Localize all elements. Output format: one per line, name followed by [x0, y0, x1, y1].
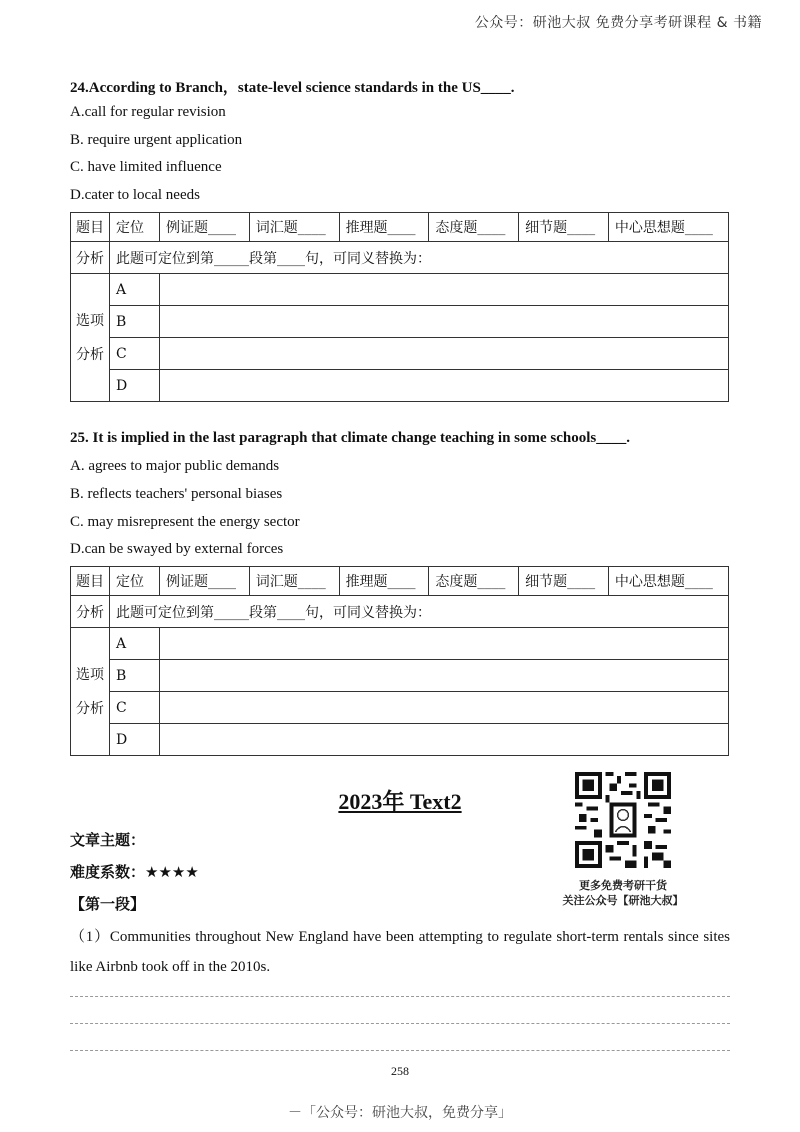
page-number: 258: [391, 1064, 409, 1078]
option-answer-a: [160, 274, 729, 306]
note-line-3: [70, 1050, 730, 1051]
option-label-bottom: 分析: [76, 700, 104, 717]
type-example: 例证题____: [160, 213, 250, 242]
option-answer-c: [160, 338, 729, 370]
type-locate: 定位: [110, 213, 160, 242]
type-inference: 推理题____: [339, 213, 429, 242]
question-24-option-d: D.cater to local needs: [70, 187, 200, 203]
option-letter-a: A: [110, 628, 160, 660]
option-answer-c: [160, 692, 729, 724]
option-letter-a: A: [110, 274, 160, 306]
table-label-bottom: 分析: [71, 242, 110, 274]
type-detail: 细节题____: [519, 567, 609, 596]
question-25-title: 25. It is implied in the last paragraph that climate change teaching in some schools____.: [70, 430, 631, 446]
footer-note: －「公众号：研池大叔，免费分享」: [288, 1105, 512, 1121]
type-main-idea: 中心思想题____: [608, 213, 728, 242]
question-24-option-b: B. require urgent application: [70, 132, 243, 148]
locate-text: 此题可定位到第_____段第____句，可同义替换为：: [110, 242, 729, 274]
type-attitude: 态度题____: [429, 213, 519, 242]
note-line-2: [70, 1023, 730, 1024]
paragraph-1-text: （1）Communities throughout New England have been attempting to regulate short-term rentals since sites like Airbnb took off in the 2010s.: [70, 929, 730, 975]
qr-code-icon: [575, 772, 671, 868]
table-label-top: 题目: [71, 567, 110, 596]
type-vocab: 词汇题____: [249, 567, 339, 596]
question-24-title: 24.According to Branch，state-level science standards in the US____.: [70, 80, 515, 96]
type-main-idea: 中心思想题____: [608, 567, 728, 596]
analysis-table-24: [70, 212, 729, 402]
type-inference: 推理题____: [339, 567, 429, 596]
option-answer-a: [160, 628, 729, 660]
option-letter-d: D: [110, 370, 160, 402]
note-line-1: [70, 996, 730, 997]
option-label-top: 选项: [76, 312, 104, 329]
option-answer-b: [160, 660, 729, 692]
option-label-bottom: 分析: [76, 346, 104, 363]
difficulty-label: 难度系数：: [70, 863, 146, 881]
difficulty-stars: ★★★★: [145, 863, 199, 881]
article-theme-label: 文章主题：: [70, 831, 146, 849]
type-attitude: 态度题____: [429, 567, 519, 596]
option-analysis-label: [71, 274, 110, 402]
qr-caption-line1: 更多免费考研干货: [579, 879, 667, 892]
qr-caption-line2: 关注公众号【研池大叔】: [562, 894, 684, 907]
section-title: 2023年 Text2: [338, 789, 462, 814]
option-answer-b: [160, 306, 729, 338]
option-letter-d: D: [110, 724, 160, 756]
type-detail: 细节题____: [519, 213, 609, 242]
option-letter-c: C: [110, 692, 160, 724]
option-label-top: 选项: [76, 666, 104, 683]
option-analysis-label: [71, 628, 110, 756]
question-24-option-a: A.call for regular revision: [70, 104, 226, 120]
analysis-table-25: [70, 566, 729, 756]
type-locate: 定位: [110, 567, 160, 596]
difficulty-row: [70, 861, 199, 882]
question-25-option-b: B. reflects teachers' personal biases: [70, 486, 283, 502]
type-example: 例证题____: [160, 567, 250, 596]
paragraph-label: 【第一段】: [70, 895, 146, 913]
question-24-option-c: C. have limited influence: [70, 159, 222, 175]
table-label-bottom: 分析: [71, 596, 110, 628]
locate-text: 此题可定位到第_____段第____句，可同义替换为：: [110, 596, 729, 628]
option-letter-b: B: [110, 660, 160, 692]
question-25-option-c: C. may misrepresent the energy sector: [70, 514, 300, 530]
option-answer-d: [160, 724, 729, 756]
option-answer-d: [160, 370, 729, 402]
table-label-top: 题目: [71, 213, 110, 242]
option-letter-c: C: [110, 338, 160, 370]
type-vocab: 词汇题____: [249, 213, 339, 242]
header-note: 公众号：研池大叔 免费分享考研课程 & 书籍: [474, 15, 762, 31]
question-25-option-a: A. agrees to major public demands: [70, 458, 280, 474]
option-letter-b: B: [110, 306, 160, 338]
question-25-option-d: D.can be swayed by external forces: [70, 541, 284, 557]
